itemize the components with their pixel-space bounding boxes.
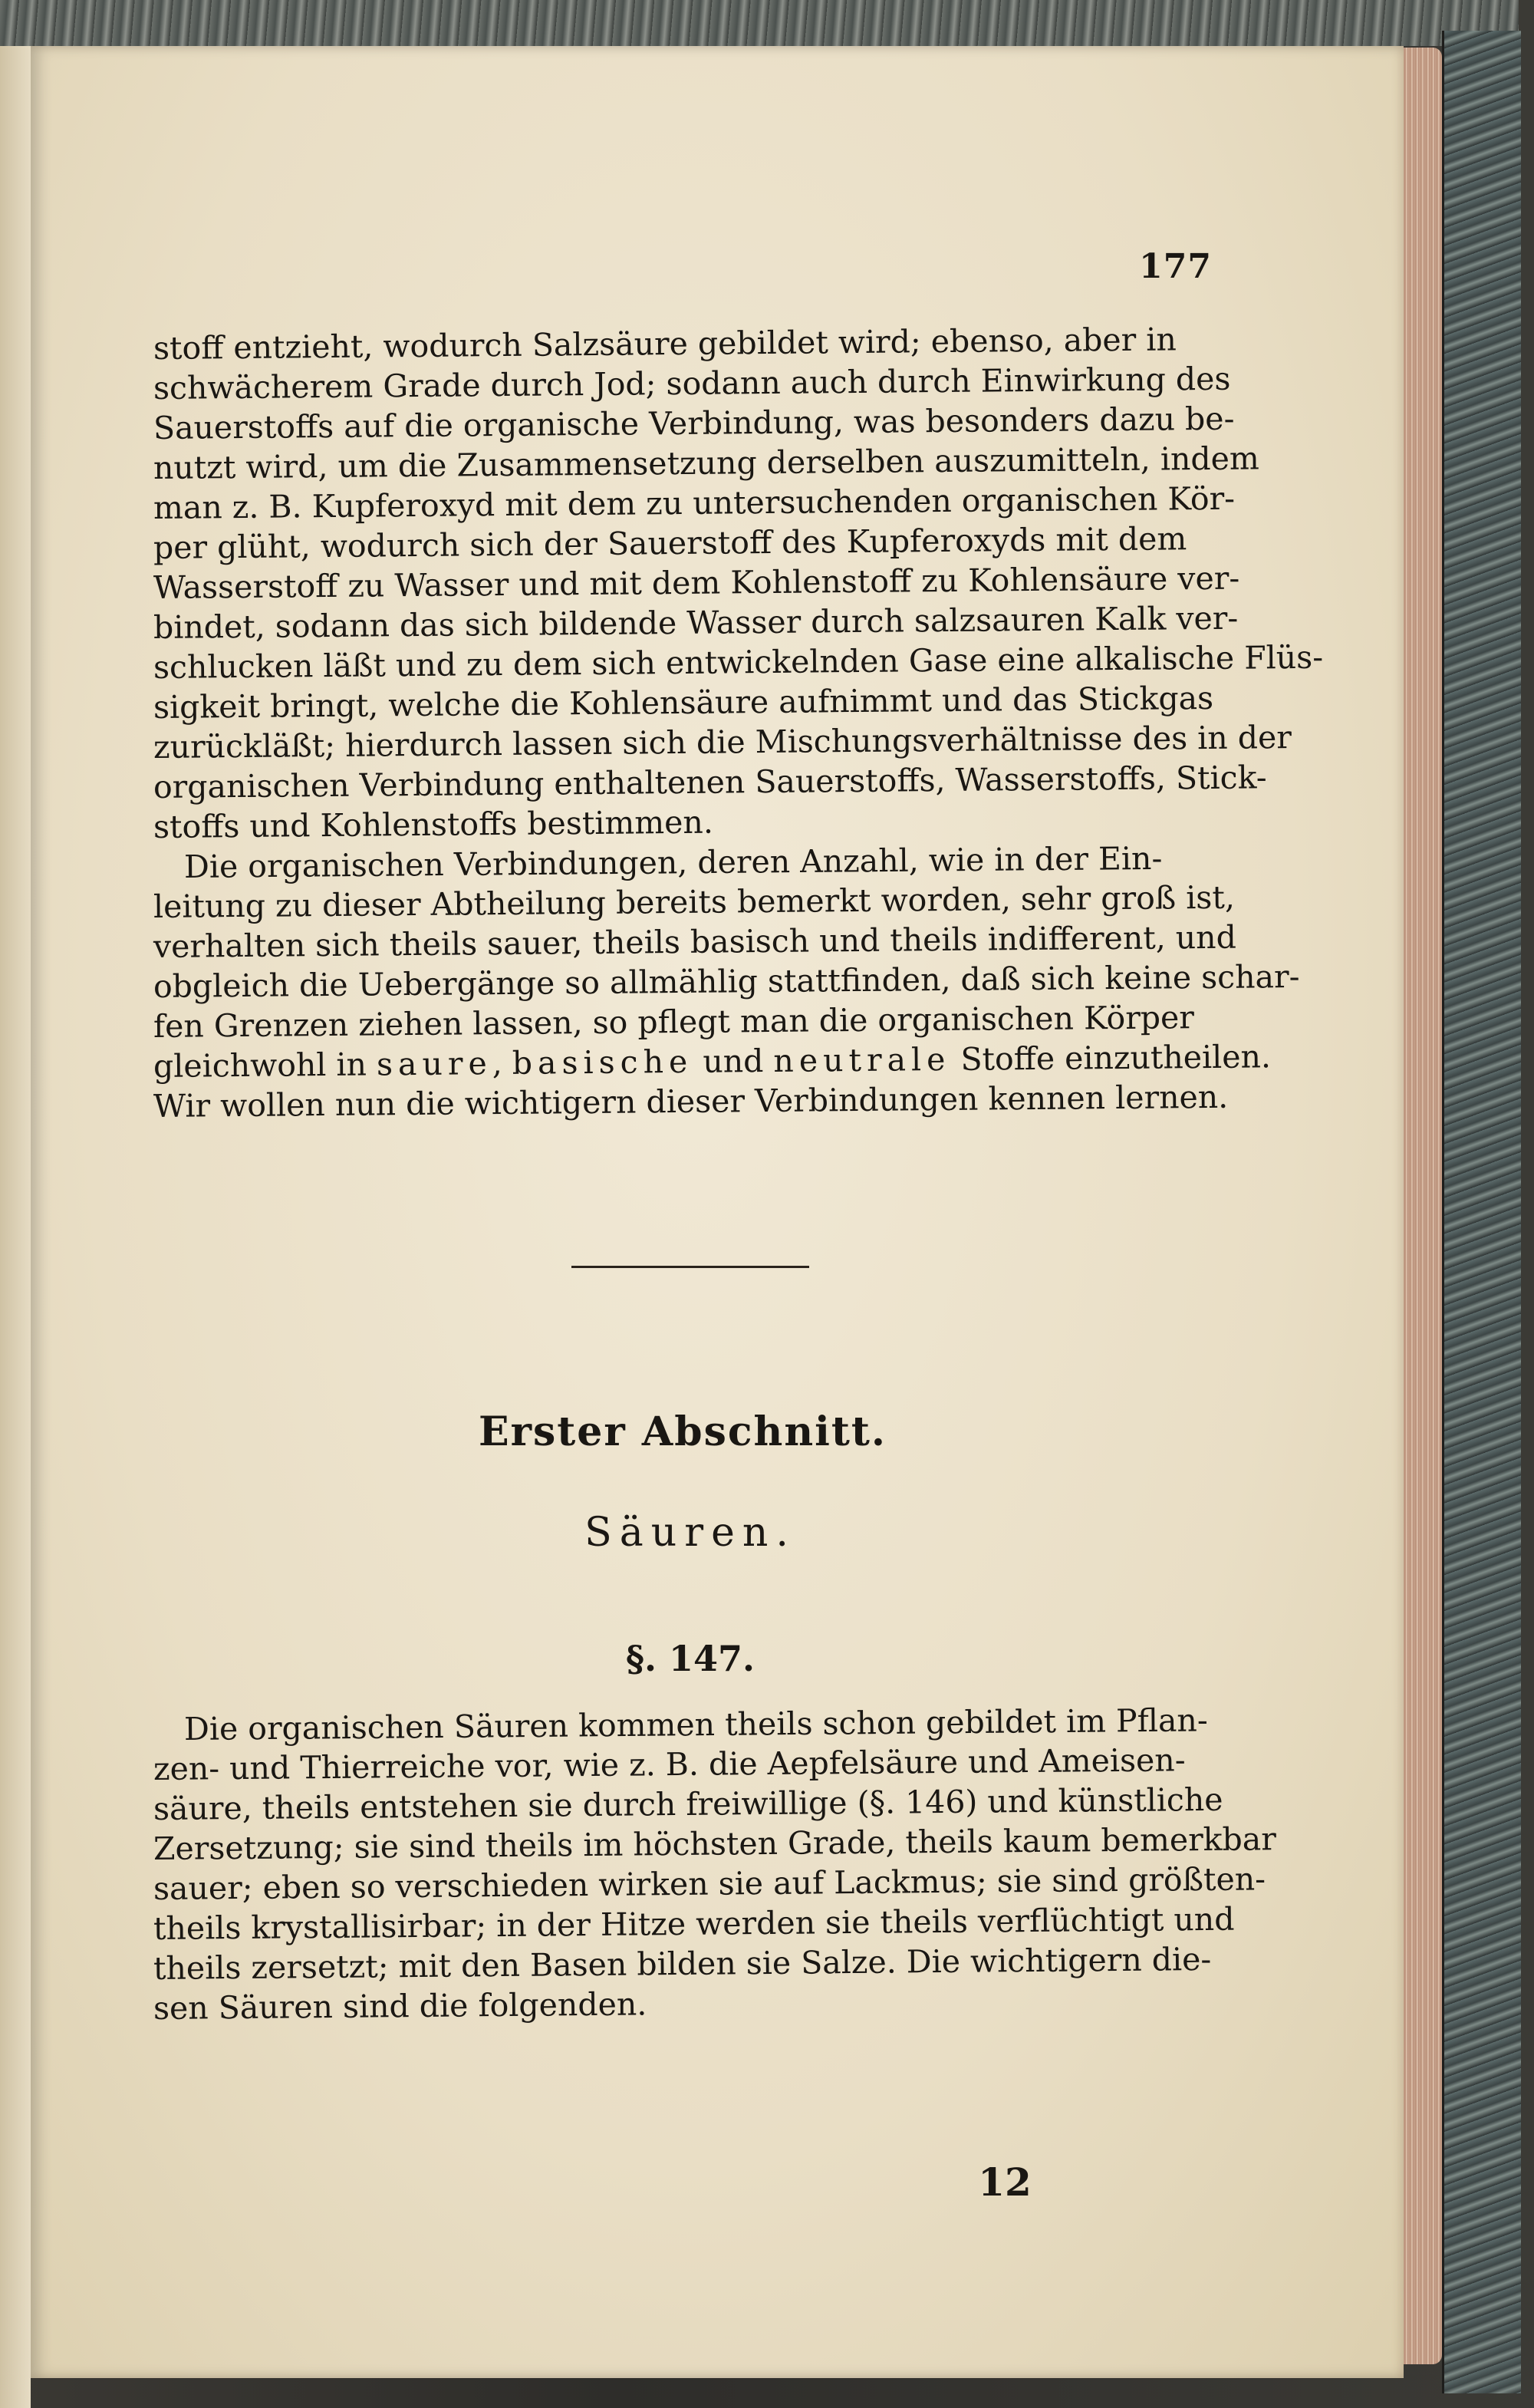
signature-mark: 12 [978,2159,1032,2205]
section-heading: Erster Abschnitt. [478,1408,887,1455]
text-line: schwächerem Grade durch Jod; sodann auch durch Einwirkung des [153,360,1231,407]
text-segment: , [492,1044,513,1082]
text-line: leitung zu dieser Abtheilung bereits bemerkt worden, sehr groß ist, [153,878,1236,925]
book-cover-top [0,0,1519,46]
emphasized-word-saure: saure [376,1045,492,1083]
page-number: 177 [1139,247,1212,286]
text-line: Wasserstoff zu Wasser und mit dem Kohlenstoff zu Kohlensäure ver- [153,559,1240,606]
book-page [31,46,1404,2378]
text-line: schlucken läßt und zu dem sich entwickelnden Gase eine alkalische Flüs- [153,638,1324,686]
text-line: stoff entzieht, wodurch Salzsäure gebildet wird; ebenso, aber in [153,321,1177,367]
text-line: sen Säuren sind die folgenden. [153,1985,647,2027]
emphasized-word-basische: basische [512,1043,693,1082]
text-segment: und [693,1042,774,1080]
text-line: Die organischen Verbindungen, deren Anzahl, wie in der Ein- [183,839,1163,885]
book-cover-marbled [1442,31,1521,2393]
text-line: sauer; eben so verschieden wirken sie auf Lackmus; sie sind größten- [153,1860,1266,1907]
text-line: nutzt wird, um die Zusammensetzung derselben auszumitteln, indem [153,440,1259,486]
emphasized-word-neutrale: neutrale [773,1040,951,1079]
text-line: Wir wollen nun die wichtigern dieser Verbindungen kennen lernen. [153,1078,1229,1125]
text-line: theils zersetzt; mit den Basen bilden sie Salze. Die wichtigern die- [153,1940,1212,1987]
text-line: organischen Verbindung enthaltenen Sauerstoffs, Wasserstoffs, Stick- [153,759,1267,805]
facing-page-edge [0,46,31,2408]
text-line: stoffs und Kohlenstoffs bestimmen. [153,803,714,845]
text-line: zen- und Thierreiche vor, wie z. B. die Aepfelsäure und Ameisen- [153,1741,1186,1787]
text-segment: gleichwohl in [153,1046,377,1085]
text-line: sigkeit bringt, welche die Kohlensäure aufnimmt und das Stickgas [153,679,1214,726]
text-line: bindet, sodann das sich bildende Wasser durch salzsauren Kalk ver- [153,599,1239,646]
text-line: Zersetzung; sie sind theils im höchsten Grade, theils kaum bemerkbar [153,1820,1277,1867]
text-line: man z. B. Kupferoxyd mit dem zu untersuchenden organischen Kör- [153,479,1236,526]
section-subheading: Säuren. [584,1510,796,1556]
text-line: theils krystallisirbar; in der Hitze werden sie theils verflüchtigt und [153,1900,1235,1947]
text-line: per glüht, wodurch sich der Sauerstoff des Kupferoxyds mit dem [153,520,1187,566]
text-segment: Stoffe einzutheilen. [950,1038,1272,1078]
section-divider [571,1266,809,1268]
paragraph-number: §. 147. [625,1638,755,1679]
text-line: verhalten sich theils sauer, theils basisch und theils indifferent, und [153,918,1237,965]
text-line: obgleich die Uebergänge so allmählig stattfinden, daß sich keine schar- [153,957,1300,1005]
text-line: zurückläßt; hierdurch lassen sich die Mischungsverhältnisse des in der [153,719,1292,766]
text-line: Die organischen Säuren kommen theils schon gebildet im Pflan- [183,1701,1208,1748]
text-line: säure, theils entstehen sie durch freiwillige (§. 146) und künstliche [153,1780,1223,1827]
text-line: fen Grenzen ziehen lassen, so pflegt man die organischen Körper [153,999,1195,1045]
text-line: Sauerstoffs auf die organische Verbindung, was besonders dazu be- [153,400,1235,446]
